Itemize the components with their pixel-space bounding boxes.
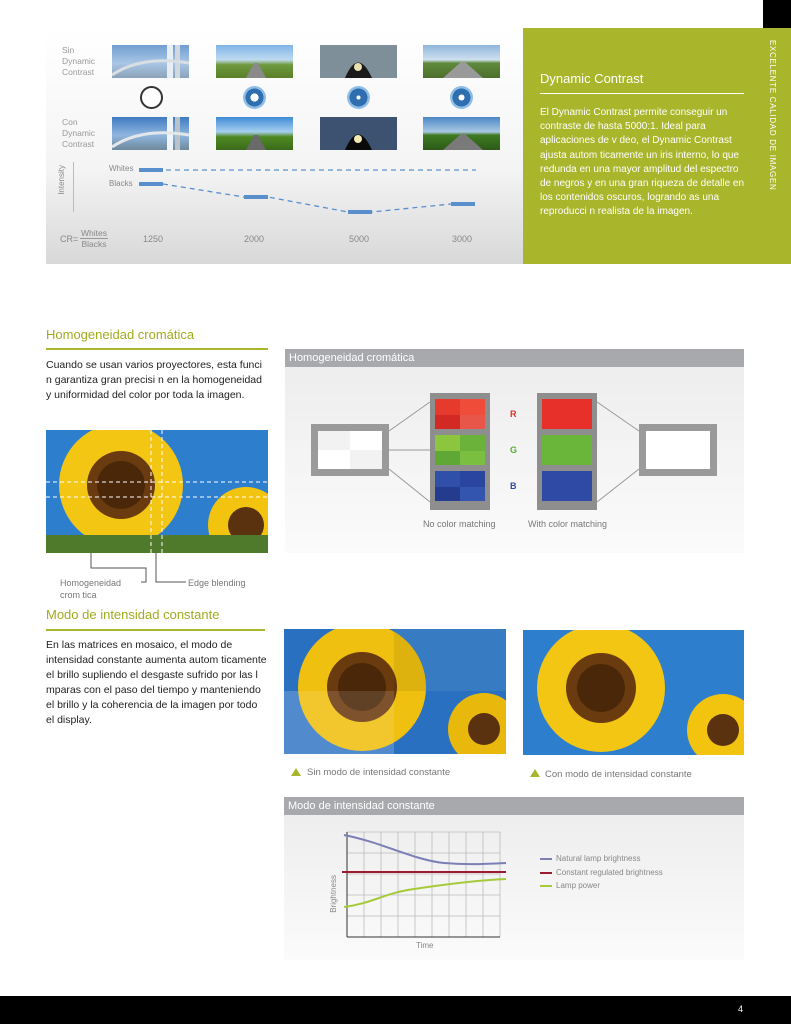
- thumb-con-2: [216, 117, 293, 150]
- blacks-label: Blacks: [109, 179, 133, 188]
- triangle-icon: [291, 768, 301, 776]
- modo-chart-header: Modo de intensidad constante: [284, 797, 744, 815]
- whites-label: Whites: [109, 164, 134, 173]
- r-label: R: [510, 409, 517, 419]
- caption-con: Con modo de intensidad constante: [545, 769, 692, 780]
- legend-natural: Natural lamp brightness: [556, 854, 641, 863]
- section-side-tab: [768, 40, 786, 200]
- triangle-icon: [530, 769, 540, 777]
- g-label: G: [510, 445, 518, 455]
- ratio-2: 2000: [244, 234, 265, 244]
- chart-xlabel: Time: [416, 941, 434, 950]
- homogeneidad-rule: [46, 348, 268, 350]
- label-homogeneidad: Homogeneidad crom tica: [60, 578, 122, 600]
- legend-constant: Constant regulated brightness: [556, 868, 663, 877]
- b-label: B: [510, 481, 517, 491]
- legend-lamp-power: Lamp power: [556, 881, 601, 890]
- thumb-con-4: [423, 117, 500, 150]
- dynamic-contrast-title: Dynamic Contrast: [540, 71, 644, 86]
- thumb-sin-2: [216, 45, 293, 78]
- row-label-sin: Sin Dynamic Contrast: [62, 45, 96, 77]
- side-tab-label: EXCELENTE CALIDAD DE IMAGEN: [768, 40, 777, 191]
- iris-icon: [243, 86, 266, 109]
- dynamic-contrast-body: El Dynamic Contrast permite conseguir un contraste de hasta 5000:1. Ideal para aplicaciones de v deo, el Dynamic Contrast ajusta autom ticamente un iris interno, lo que redunda en una mayor amplitud del espectro de negros y en una gran riqueza de detalle en los contenidos oscuros, logrando as una reproducci n realista de la imagen.: [540, 107, 745, 218]
- cr-fraction: [80, 228, 108, 249]
- title-divider: [540, 93, 744, 94]
- thumb-sin-1: [112, 45, 189, 78]
- iris-icon: [450, 86, 473, 109]
- modo-rule: [46, 629, 265, 631]
- modo-title: Modo de intensidad constante: [46, 607, 220, 622]
- ratio-4: 3000: [452, 234, 473, 244]
- color-matching-diagram: [285, 367, 744, 553]
- brightness-chart: [284, 815, 744, 960]
- row-label-con: Con Dynamic Contrast: [62, 117, 96, 149]
- iris-open-icon: [140, 86, 163, 109]
- thumb-con-1: [112, 117, 189, 150]
- homogeneidad-diagram-header: Homogeneidad cromática: [285, 349, 744, 367]
- with-color-matching-label: With color matching: [528, 519, 608, 529]
- homogeneidad-title: Homogeneidad cromática: [46, 327, 195, 342]
- page-number: 4: [738, 1004, 744, 1014]
- cr-denominator: Blacks: [81, 239, 107, 249]
- sunflower-con-image: [523, 630, 744, 755]
- iris-closed-icon: [347, 86, 370, 109]
- sunflower-image: [46, 430, 268, 553]
- sunflower-sin-image: [284, 629, 506, 754]
- homogeneidad-body: Cuando se usan varios proyectores, esta funci n garantiza gran precisi n en la homogeneidad y uniformidad del color por toda la imagen.: [46, 359, 262, 401]
- cr-numerator: Whites: [81, 228, 107, 238]
- thumb-sin-4: [423, 45, 500, 78]
- modo-body: En las matrices en mosaico, el modo de intensidad constante aumenta autom ticamente el brillo supliendo el desgaste sufrido por las l mparas con el paso del tiempo y manteniendo el brillo y la coherencia de la imagen por todo el display.: [46, 639, 267, 726]
- intensity-label: Intensity: [57, 165, 66, 195]
- thumb-sin-3: [320, 45, 397, 78]
- no-color-matching-label: No color matching: [423, 519, 496, 529]
- thumb-con-3: [320, 117, 397, 150]
- contrast-ratio-lines: [46, 160, 523, 220]
- cr-label: CR=: [60, 234, 79, 244]
- corner-block: [763, 0, 791, 28]
- ratio-3: 5000: [349, 234, 370, 244]
- label-edge-blending: Edge blending: [188, 578, 246, 588]
- chart-ylabel: Brightness: [329, 875, 338, 913]
- caption-sin: Sin modo de intensidad constante: [307, 767, 451, 778]
- ratio-1: 1250: [143, 234, 164, 244]
- page-footer: [0, 996, 791, 1024]
